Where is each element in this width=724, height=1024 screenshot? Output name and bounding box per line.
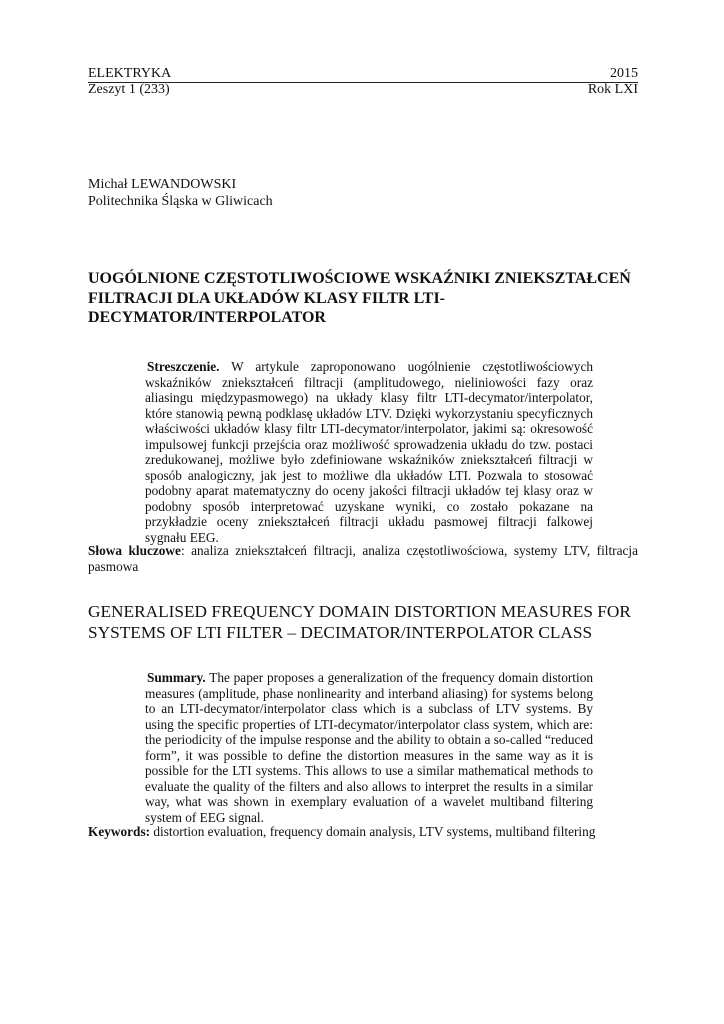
title-polish: UOGÓLNIONE CZĘSTOTLIWOŚCIOWE WSKAŹNIKI ZNIEKSZTAŁCEŃ FILTRACJI DLA UKŁADÓW KLASY FILTR LTI-DECYMATOR/INTERPOLATOR (88, 270, 631, 326)
running-header-row-2 (88, 82, 638, 98)
publication-year: 2015 (610, 66, 638, 81)
author-block (88, 176, 273, 210)
keywords-polish-text: : analiza zniekształceń filtracji, analiza częstotliwościowa, systemy LTV, filtracja pasmowa (88, 543, 638, 574)
keywords-polish (88, 543, 638, 574)
author-affiliation: Politechnika Śląska w Gliwicach (88, 194, 273, 209)
journal-name: ELEKTRYKA (88, 66, 172, 81)
keywords-polish-label: Słowa kluczowe (88, 543, 181, 558)
abstract-polish-text: W artykule zaproponowano uogólnienie częstotliwościowych wskaźników zniekształceń filtracji (amplitudowego, nieliniowości fazy oraz aliasingu międzypasmowego) na układy klasy filtr LTI-decymator/interpolator, które stanowią pewną podklasę układów LTV. Dzięki wykorzystaniu specyficznych właściwości układów klasy filtr LTI-decymator/interpolator, jakimi są: okresowość impulsowej funkcji przejścia oraz możliwość sprowadzenia układu do tzw. postaci zredukowanej, możliwe było zdefiniowane wskaźników zniekształceń filtracji w sposób analogiczny, jak jest to możliwe dla układów LTI. Pozwala to stosować podobny aparat matematyczny do oceny jakości filtracji układów tej klasy oraz w podobny sposób interpretować uzyskane wyniki, co zostało pokazane na przykładzie oceny zniekształceń filtracji układu pasmowej filtracji falkowej sygnału EEG. (145, 359, 593, 545)
issue-number: Zeszyt 1 (233) (88, 82, 170, 97)
running-header-row-1 (88, 66, 638, 83)
keywords-english-label: Keywords: (88, 824, 151, 839)
keywords-english (88, 824, 638, 840)
abstract-english-label: Summary. (147, 670, 206, 685)
abstract-polish-label: Streszczenie. (147, 359, 220, 374)
keywords-english-text: distortion evaluation, frequency domain analysis, LTV systems, multiband filtering (150, 824, 596, 839)
abstract-english (145, 670, 593, 825)
abstract-english-text: The paper proposes a generalization of the frequency domain distortion measures (amplitude, phase nonlinearity and interband aliasing) for systems belong to an LTI-decymator/interpolator class which is a subclass of LTV systems. By using the specific properties of LTI-decymator/interpolator class system, which are: the periodicity of the impulse response and the ability to obtain a so-called “reduced form”, it was possible to define the distortion measures in the same way as it is possible for the LTI systems. This allows to use a similar mathematical methods to evaluate the quality of the filters and also allows to interpret the results in a similar way, what was shown in exemplary evaluation of a wavelet multiband filtering system of EEG signal. (145, 670, 593, 825)
abstract-polish (145, 359, 593, 545)
title-english: GENERALISED FREQUENCY DOMAIN DISTORTION MEASURES FOR SYSTEMS OF LTI FILTER – DECIMATOR/INTERPOLATOR CLASS (88, 602, 631, 642)
author-name: Michał LEWANDOWSKI (88, 177, 237, 192)
volume-number: Rok LXI (587, 82, 638, 97)
